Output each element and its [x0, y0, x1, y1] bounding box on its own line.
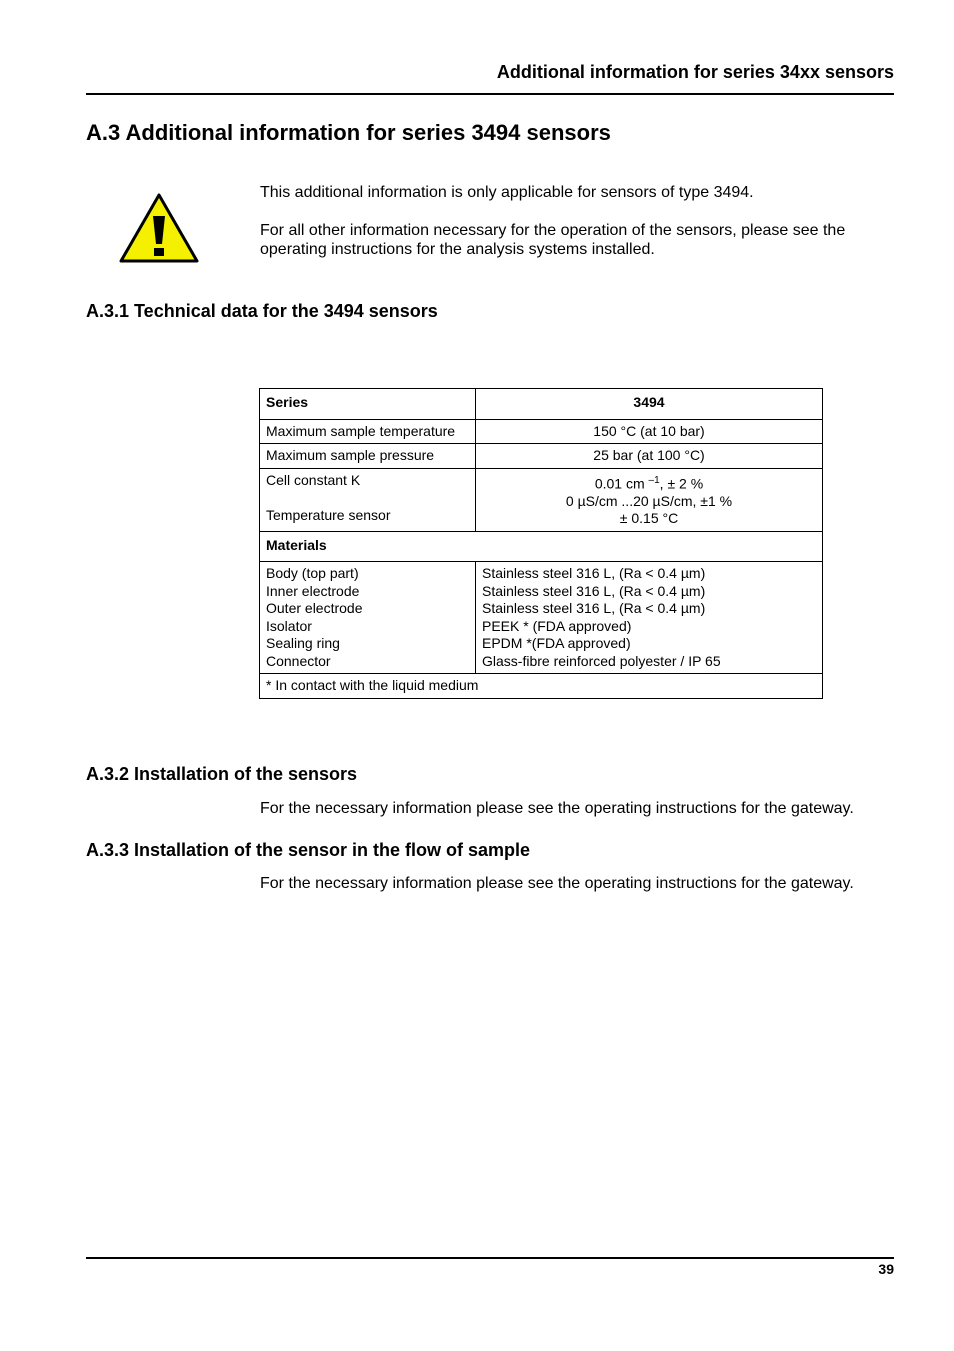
cell-constant-value [482, 472, 816, 493]
page-number: 39 [878, 1261, 894, 1277]
table-footnote: * In contact with the liquid medium [260, 674, 823, 699]
subsection-title-technical-data: A.3.1 Technical data for the 3494 sensors [86, 301, 438, 321]
material-part: Inner electrode [266, 582, 360, 599]
material-value: Stainless steel 316 L, (Ra < 0.4 µm) [482, 600, 706, 617]
cell-constant-exponent: –1 [648, 474, 660, 486]
warning-triangle-icon [118, 192, 200, 264]
section-title: A.3 Additional information for series 3494 sensors [86, 120, 611, 145]
material-value: Glass-fibre reinforced polyester / IP 65 [482, 652, 721, 669]
materials-row [260, 562, 823, 674]
technical-data-table [259, 388, 823, 699]
temp-sensor-value: ± 0.15 °C [619, 510, 679, 527]
material-part: Outer electrode [266, 600, 363, 617]
installation-text: For the necessary information please see the operating instructions for the gateway. [260, 800, 854, 817]
applicability-note [260, 183, 880, 278]
cell-constant-values [476, 468, 823, 531]
materials-header-row [260, 531, 823, 562]
cell-constant-range: 0 µS/cm ...20 µS/cm, ±1 % [565, 492, 733, 509]
materials-label: Materials [260, 531, 823, 562]
cell-constant-label: Cell constant K [266, 471, 361, 488]
series-value: 3494 [476, 389, 823, 420]
temp-sensor-label: Temperature sensor [266, 506, 391, 523]
spacer [266, 489, 469, 507]
table-row [260, 444, 823, 469]
series-label: Series [260, 389, 476, 420]
flow-installation-text: For the necessary information please see the operating instructions for the gateway. [260, 875, 854, 892]
table-row [260, 468, 823, 531]
material-part: Body (top part) [266, 565, 359, 582]
material-part: Isolator [266, 617, 312, 634]
footer-rule [86, 1257, 894, 1259]
material-part: Sealing ring [266, 635, 340, 652]
cell-constant-tolerance: , ± 2 % [659, 475, 704, 492]
material-value: Stainless steel 316 L, (Ra < 0.4 µm) [482, 582, 706, 599]
running-header: Additional information for series 34xx sensors [496, 62, 894, 82]
max-temp-label: Maximum sample temperature [260, 419, 476, 444]
header-rule [86, 93, 894, 95]
note-paragraph-1: This additional information is only applicable for sensors of type 3494. [260, 184, 754, 201]
cell-constant-labels [260, 468, 476, 531]
material-part: Connector [266, 652, 331, 669]
subsection-title-flow-installation: A.3.3 Installation of the sensor in the flow of sample [86, 840, 531, 860]
note-paragraph-2: For all other information necessary for the operation of the sensors, please see the operating instructions for the analysis systems installed. [260, 222, 846, 258]
table-header-row [260, 389, 823, 420]
subsection-title-installation: A.3.2 Installation of the sensors [86, 764, 358, 784]
material-value: EPDM *(FDA approved) [482, 635, 631, 652]
materials-parts [260, 562, 476, 674]
cell-constant-base: 0.01 cm [594, 475, 649, 492]
table-row [260, 419, 823, 444]
max-temp-value: 150 °C (at 10 bar) [476, 419, 823, 444]
max-pressure-label: Maximum sample pressure [260, 444, 476, 469]
material-value: Stainless steel 316 L, (Ra < 0.4 µm) [482, 565, 706, 582]
material-value: PEEK * (FDA approved) [482, 617, 632, 634]
footnote-row [260, 674, 823, 699]
max-pressure-value: 25 bar (at 100 °C) [476, 444, 823, 469]
materials-values [476, 562, 823, 674]
